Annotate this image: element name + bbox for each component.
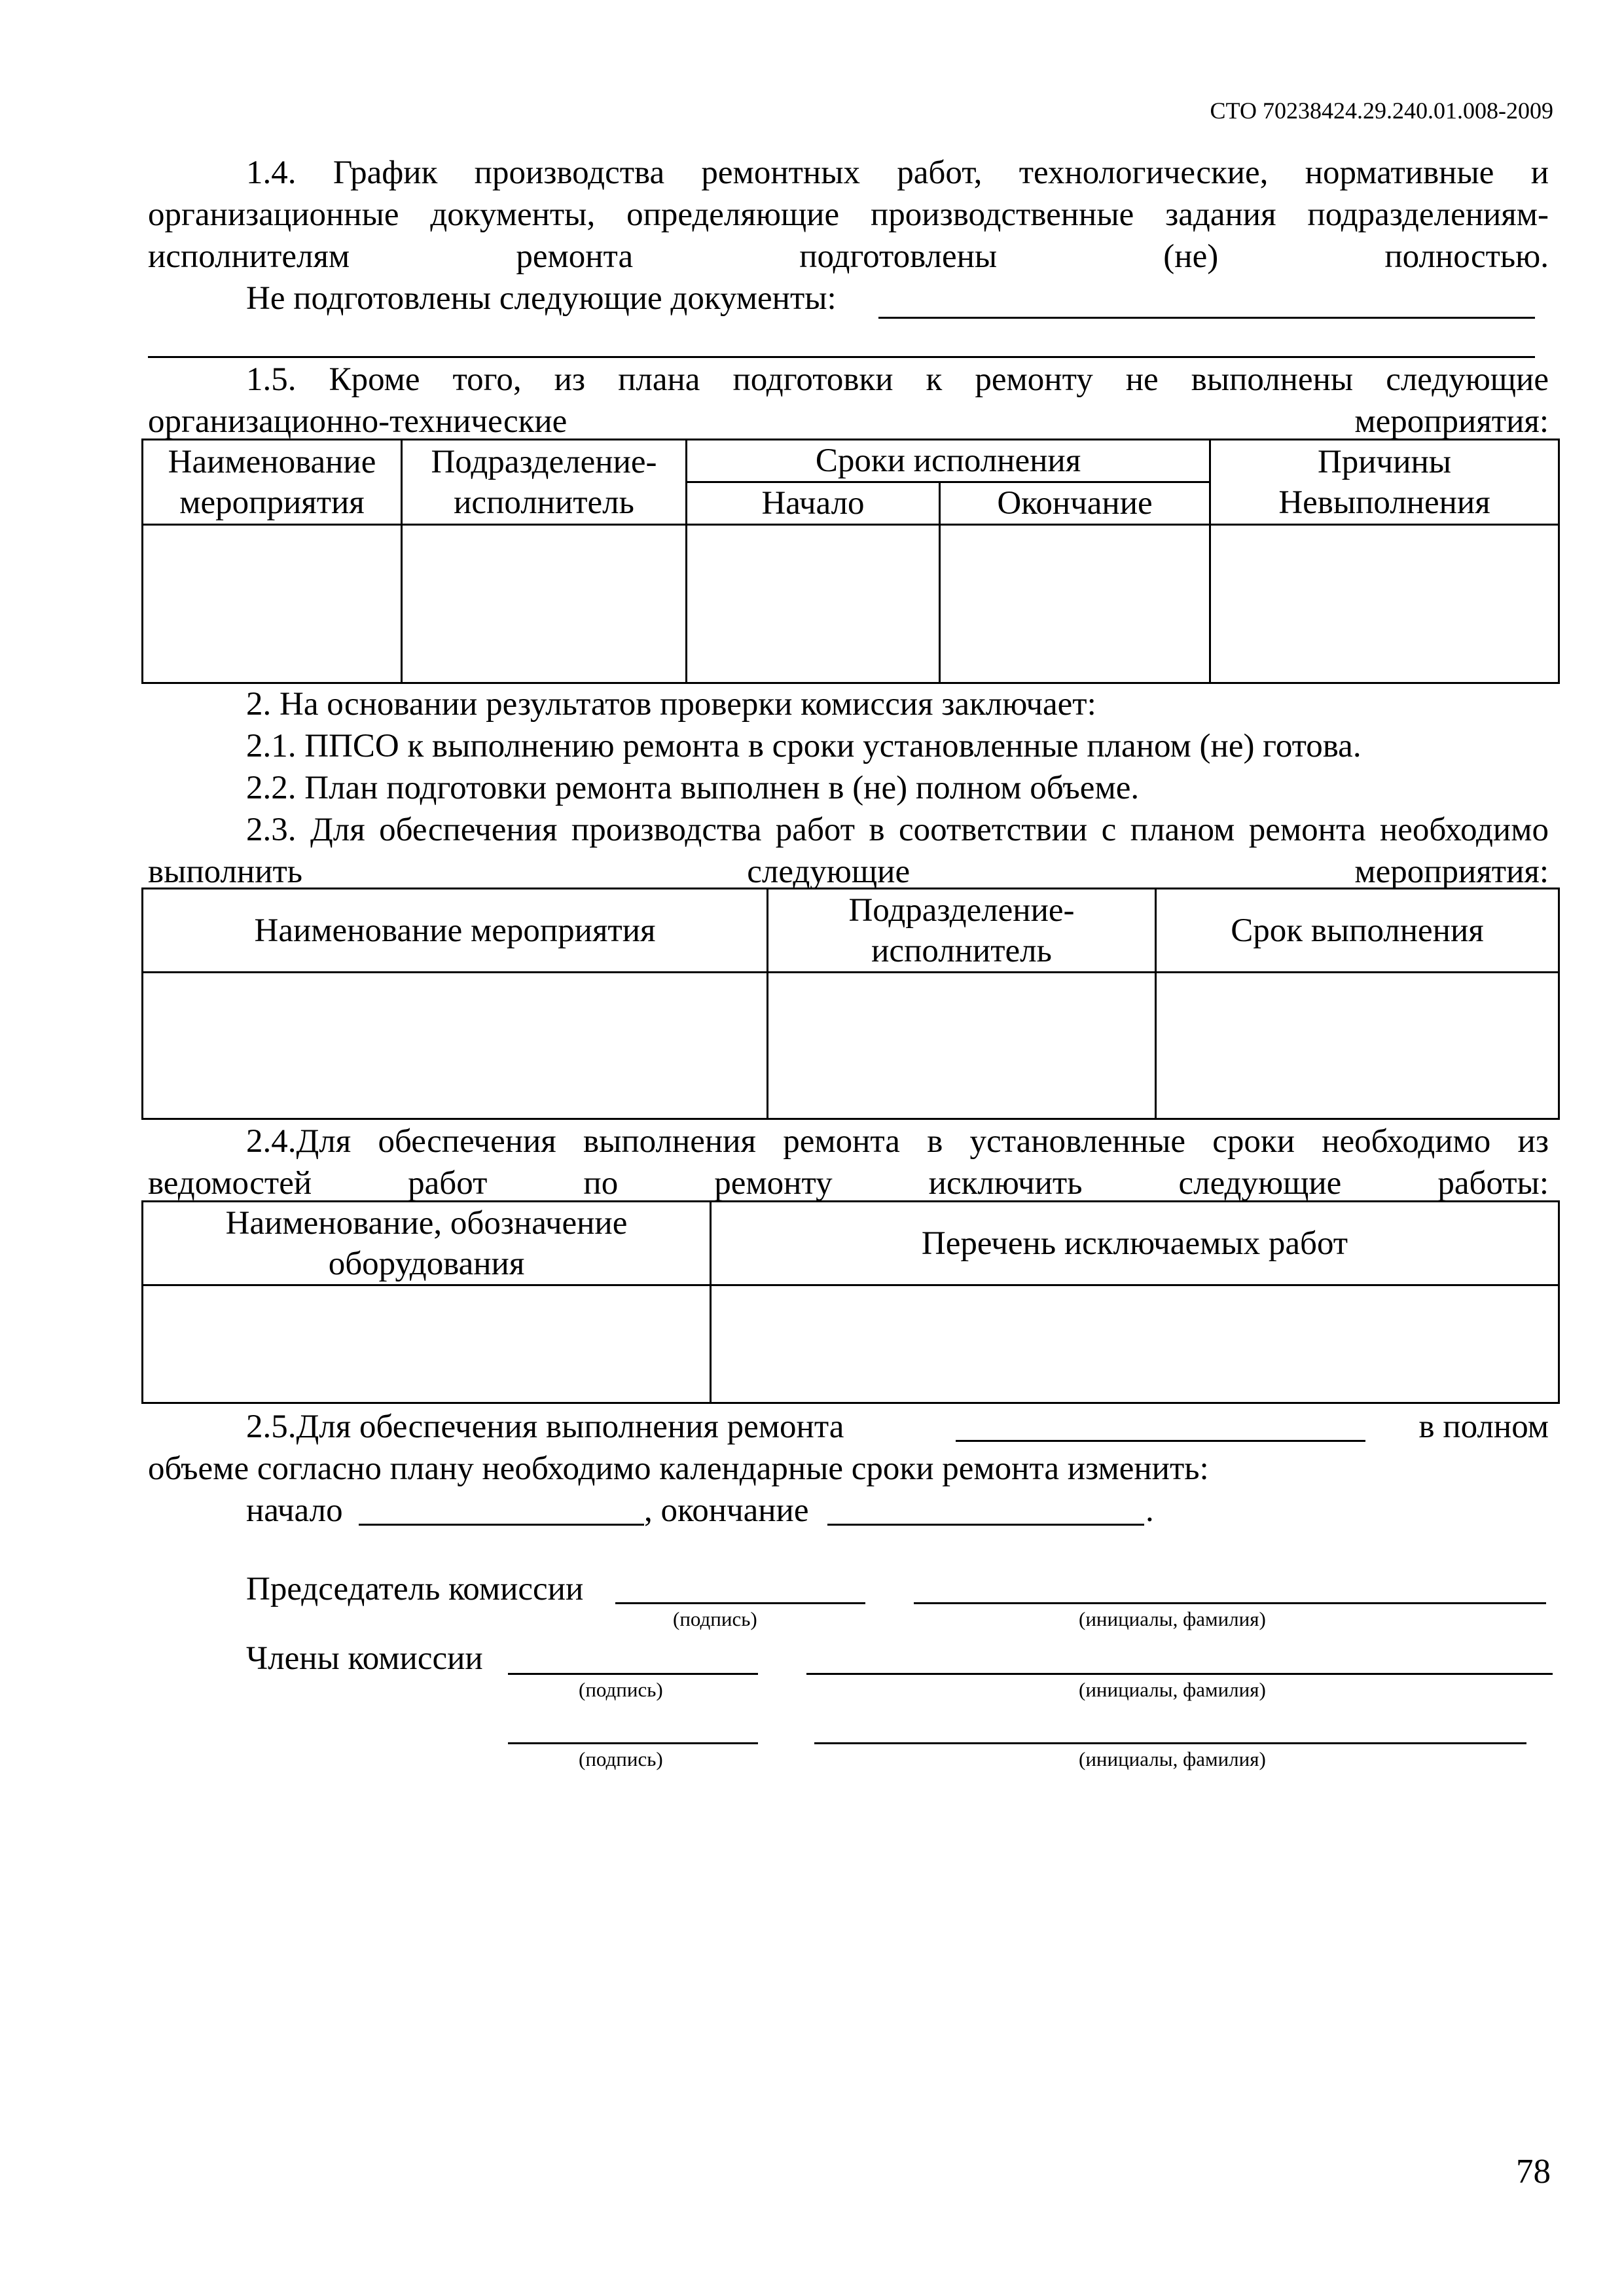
section-2-3: 2.3. Для обеспечения производства работ в соответствии с планом ремонта необходимо выполнить следующие мероприятия: [148,812,1549,890]
name-caption: (инициалы, фамилия) [1079,1607,1266,1630]
table-measures-not-done [141,439,1560,684]
table1-cell [1210,525,1559,683]
table3-cell [711,1285,1559,1403]
section-2-intro: 2. На основании результатов проверки комиссия заключает: [246,686,1096,723]
name-line [914,1602,1546,1604]
section-2-4: 2.4.Для обеспечения выполнения ремонта в установленные сроки необходимо из ведомостей работ по ремонту исключить следующие работы: [148,1123,1549,1202]
table1-cell [402,525,687,683]
start-label: начало [246,1492,343,1529]
table1-header-name: Наименование мероприятия [143,440,402,525]
table2-cell [768,973,1156,1119]
table1-cell [143,525,402,683]
name-line [806,1673,1553,1675]
table1-header-dept: Подразделение-исполнитель [402,440,687,525]
table2-cell [1156,973,1559,1119]
signature-line [615,1602,865,1604]
table1-header-end: Окончание [940,482,1210,525]
table2-cell [143,973,768,1119]
table2-header-dept: Подразделение-исполнитель [768,889,1156,973]
section-2-1: 2.1. ППСО к выполнению ремонта в сроки установленные планом (не) готова. [246,728,1362,764]
signature-line [508,1742,758,1744]
name-caption: (инициалы, фамилия) [1079,1748,1266,1770]
page-number: 78 [1516,2153,1551,2191]
signature-caption: (подпись) [579,1678,663,1701]
signature-line [508,1673,758,1675]
table-required-measures [141,888,1560,1120]
section-1-5-text: 1.5. Кроме того, из плана подготовки к ремонту не выполнены следующие организационно-технические мероприятия: [148,361,1549,440]
table1-header-start: Начало [687,482,940,525]
fill-line [956,1440,1365,1442]
end-dot: . [1146,1492,1154,1529]
name-caption: (инициалы, фамилия) [1079,1678,1266,1701]
table1-cell [940,525,1210,683]
fill-line [878,317,1535,319]
table3-header-equipment: Наименование, обозначение оборудования [143,1202,711,1285]
table1-header-reasons: Причины Невыполнения [1210,440,1559,525]
section-2-5-part1: 2.5.Для обеспечения выполнения ремонта [246,1408,844,1445]
table1-header-terms: Сроки исполнения [687,440,1210,482]
section-1-4-text: 1.4. График производства ремонтных работ, технологические, нормативные и организационные документы, определяющие производственные задания подразделениям-исполнителям ремонта подготовлены (не) полностью. [148,154,1549,275]
section-2-5-line2: объеме согласно плану необходимо календарные сроки ремонта изменить: [148,1450,1209,1487]
table-excluded-works [141,1200,1560,1404]
table1-cell [687,525,940,683]
signature-caption: (подпись) [673,1607,757,1630]
signature-caption: (подпись) [579,1748,663,1770]
section-2-2: 2.2. План подготовки ремонта выполнен в (не) полном объеме. [246,770,1140,806]
end-label: , окончание [644,1492,809,1529]
section-2-5-part2: в полном [1418,1408,1549,1445]
table3-header-works: Перечень исключаемых работ [711,1202,1559,1285]
not-prepared-label: Не подготовлены следующие документы: [246,280,837,317]
table2-header-name: Наименование мероприятия [143,889,768,973]
members-label: Члены комиссии [246,1640,483,1677]
table2-header-term: Срок выполнения [1156,889,1559,973]
chair-label: Председатель комиссии [246,1571,584,1607]
table3-cell [143,1285,711,1403]
fill-line [148,356,1535,358]
fill-line [359,1524,644,1526]
name-line [814,1742,1526,1744]
fill-line [827,1524,1144,1526]
document-code: СТО 70238424.29.240.01.008-2009 [1210,98,1553,124]
